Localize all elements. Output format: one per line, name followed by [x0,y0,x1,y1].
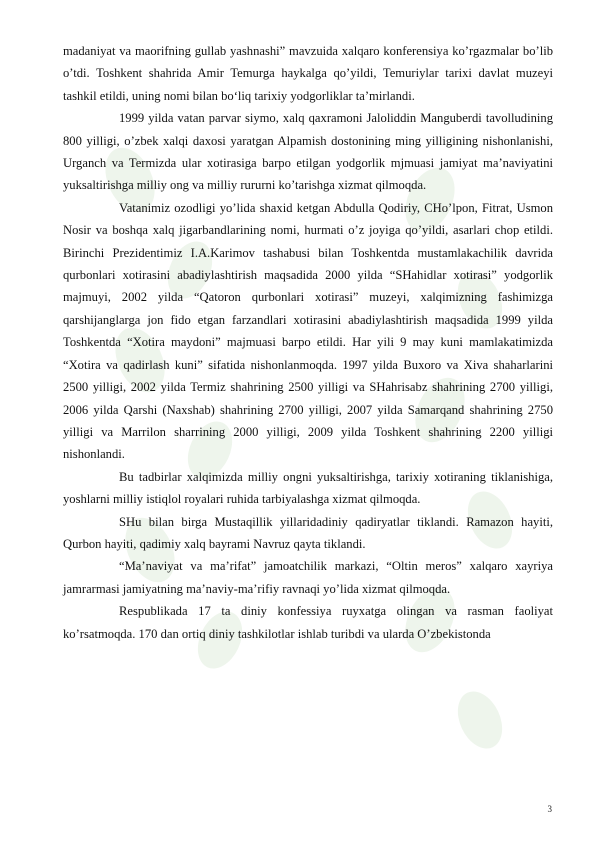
body-text [63,40,553,645]
paragraph-2: 1999 yilda vatan parvar siymo, xalq qaxramoni Jaloliddin Manguberdi tavolludining 800 yilligi, o’zbek xalqi daxosi yaratgan Alpamish dostonining ming yilligining nishonlanishi, Urganch va Termizda ular xotirasiga barpo etilgan yodgorlik mjmuasi jamiyat ma’naviyatini yuksaltirishga milliy ong va milliy rururni ko’tarishga xizmat qilmoqda. [63,111,553,193]
paragraph-6: “Ma’naviyat va ma’rifat” jamoatchilik markazi, “Oltin meros” xalqaro xayriya jamrarmasi jamiyatning ma’naviy-ma’rifiy ravnaqi yo’lida xizmat qilmoqda. [63,559,553,596]
page-number: 3 [547,804,552,814]
paragraph-3: Vatanimiz ozodligi yo’lida shaxid ketgan Abdulla Qodiriy, CHo’lpon, Fitrat, Usmon Nosir va boshqa xalq jigarbandlarining nomi, hurmati o’z joyiga qo’yildi, asarlari chop etildi. Birinchi Prezidentimiz I.A.Karimov tashabusi bilan Toshkentda mustamlakachilik davrida qurbonlari xotirasini abadiylashtirish maqsadida 2000 yilda “SHahidlar xotirasi” yodgorlik majmuyi, 2002 yilda “Qatoron qurbonlari xotirasi” muzeyi, xalqimizning fashimizga qarshijanglarga jon fido etgan farzandlari xotirasini abadiylashtirish maqsadida 1999 yilda Toshkentda “Xotira maydoni” majmuasi barpo etildi. Har yili 9 may kuni mamlakatimizda “Xotira va qadirlash kuni” sifatida nishonlanmoqda. 1997 yilda Buxoro va Xiva shaharlarini 2500 yilligi, 2002 yilda Termiz shahrining 2500 yilligi va SHahrisabz shahrining 2700 yilligi, 2006 yilda Qarshi (Naxshab) shahrining 2700 yilligi, 2007 yilda Samarqand shahrining 2750 yilligi va Marrilon sharrining 2000 yilligi, 2009 yilda Toshkent shahrining 2200 yilligi nishonlandi. [63,200,553,462]
paragraph-5: SHu bilan birga Mustaqillik yillaridadiniy qadiryatlar tiklandi. Ramazon hayiti, Qurbon hayiti, qadimiy xalq bayrami Navruz qayta tiklandi. [63,514,553,551]
paragraph-7: Respublikada 17 ta diniy konfessiya ruyxatga olingan va rasman faoliyat ko’rsatmoqda. 170 dan ortiq diniy tashkilotlar ishlab turibdi va ularda O’zbekistonda [63,604,553,641]
paragraph-1: madaniyat va maorifning gullab yashnashi” mavzuida xalqaro konferensiya ko’rgazmalar bo’lib o’tdi. Toshkent shahrida Amir Temurga haykalga qo’yildi, Temuriylar tarixi davlat muzeyi tashkil etildi, uning nomi bilan bo‘liq tarixiy yodgorliklar ta’mirlandi. [63,44,553,103]
paragraph-4: Bu tadbirlar xalqimizda milliy ongni yuksaltirishga, tarixiy xotiraning tiklanishiga, yoshlarni milliy istiqlol royalari ruhida tarbiyalashga xizmat qilmoqda. [63,469,553,507]
